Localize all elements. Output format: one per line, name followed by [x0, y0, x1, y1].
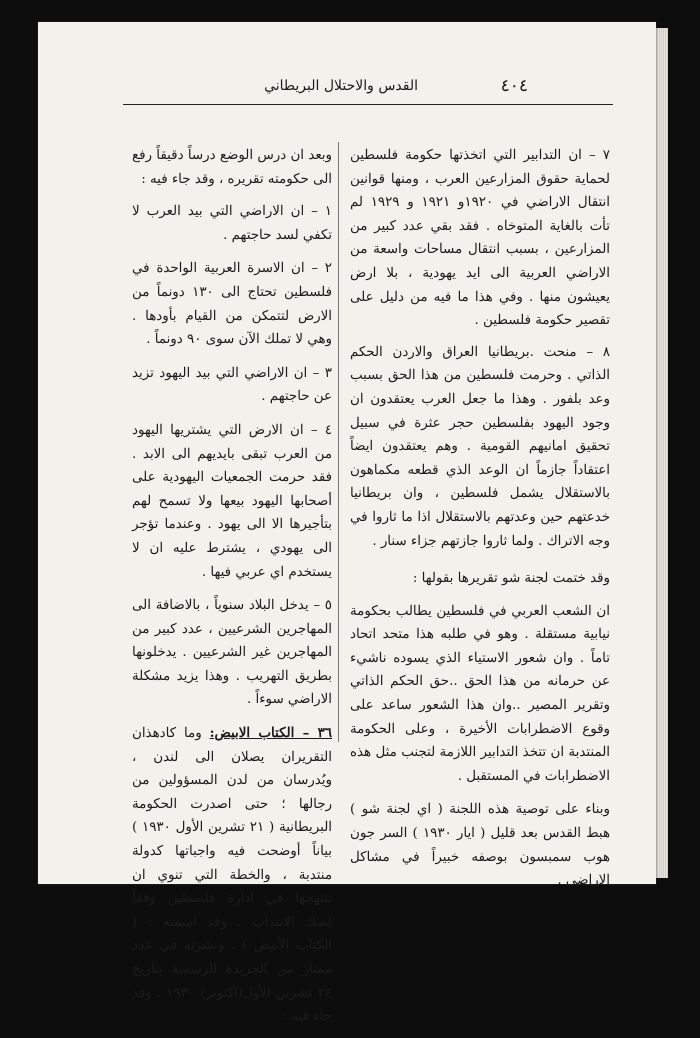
header-rule — [123, 104, 613, 105]
list-item: ٨ – منحت .بريطانيا العراق والاردن الحكم الذاتي . وحرمت فلسطين من هذا الحق بسبب وعد بلفور . وهذا ما جعل العرب يعتقدون ان وجود اليهود بفلسطين حجر عثرة في سبيل تحقيق امانيهم القومية . وهم يعتقدون ايضاً اعتقاداً جازماً ان الوعد الذي قطعه مكماهون بالاستقلال يشمل فلسطين ، وان بريطانيا خدعتهم حين وعدتهم بالاستقلال اذا ما ثاروا في وجه الاتراك . ولما ثاروا جازتهم جزاء سنار . — [350, 344, 610, 549]
intro-paragraph: وبعد ان درس الوضع درساً دقيقاً رفع الى حكومته تقريره ، وقد جاء فيه : — [132, 148, 332, 187]
closing-paragraph: وبناء على توصية هذه اللجنة ( اي لجنة شو ) هبط القدس بعد قليل ( ايار ١٩٣٠ ) السر جون هوب سمبسون بوصفه خبيراً في مشاكل الاراضي . — [350, 802, 610, 889]
summary-paragraph: ان الشعب العربي في فلسطين يطالب بحكومة نيابية مستقلة . وهو في طلبه هذا متحد اتحاد تاماً . وان شعور الاستياء الذي يسوده ناشيء عن حرمانه من هذا الحق ..حق الحكم الذاتي وتقرير المصير ..وان هذا الشعور ساعد على وقوع الاضطرابات الأخيرة ، وعلى الحكومة المنتدبة ان تتخذ التدابير اللازمة لتجنب مثل هذه الاضطرابات في المستقبل . — [350, 603, 610, 784]
list-item: ١ – ان الاراضي التي بيد العرب لا تكفي لسد حاجتهم . — [132, 204, 332, 243]
section-body: وما كادهذان التقريران يصلان الى لندن ، ويُدرسان من لدن المسؤولين من رجالها ؛ حتى اصدرت الحكومة البريطانية ( ٢١ تشرين الأول ١٩٣٠ ) بياناً أوضحت فيه واجباتها كدولة منتدبة ، والخطة التي تنوي ان تنتهجها في ادارة فلسطين وفقاً لصك الانتداب . وقد اسمته : ( الكتاب الأبيض ) . ونشرته في عدد ممتاز من الجريدة الرسمية بتاريخ ٢٤ تشرين الأول(اكتوبر) ١٩٣٠ . وقد جاء فيه : — [132, 726, 333, 1025]
list-item: ٣ – ان الاراضي التي بيد اليهود تزيد عن حاجتهم . — [132, 365, 332, 405]
section-36 — [132, 722, 332, 1029]
page-header — [38, 76, 656, 102]
running-title: القدس والاحتلال البريطاني — [264, 78, 418, 94]
left-column — [132, 144, 332, 1038]
page-edge — [654, 28, 668, 878]
list-item: ٧ – ان التدابير التي اتخذتها حكومة فلسطين لحماية حقوق المزارعين العرب ، ومنها قوانين انتقال الاراضي في ١٩٢٠و ١٩٢١ و ١٩٢٩ لم تأت بالغاية المتوخاه . فقد بقي عدد كبير من المزارعين ، بسبب انتقال مساحات واسعة من الاراضي العربية الى ايد يهودية ، بلا ارض يعيشون منها . وفي هذا ما فيه من دليل على تقصير حكومة فلسطين . — [350, 148, 611, 329]
list-item: ٥ – يدخل البلاد سنوياً ، بالاضافة الى المهاجرين الشرعيين ، عدد كبير من المهاجرين غير الشرعيين . يدخلونها بطريق التهريب . وهذا يزيد مشكلة الاراضي سوءاً . — [132, 598, 332, 708]
list-item: ٢ – ان الاسرة العربية الواحدة في فلسطين تحتاج الى ١٣٠ دونماً من الارض لتتمكن من القيام بأودها . وهي لا تملك الآن سوى ٩٠ دونماً . — [132, 261, 332, 348]
right-column — [350, 144, 610, 902]
summary-intro: وقد ختمت لجنة شو تقريرها بقولها : — [412, 571, 610, 587]
column-divider — [338, 142, 339, 742]
section-heading: ٣٦ – الكتاب الابيض: — [209, 725, 332, 742]
page-number: ٤٠٤ — [500, 76, 528, 96]
book-page — [38, 22, 656, 1025]
list-item: ٤ – ان الارض التي يشتريها اليهود من العرب تبقى بايديهم الى الابد . فقد حرمت الجمعيات اليهودية على أصحابها اليهود بيعها ولا تسمح لهم بتأجيرها الا الى يهود . وعندما تؤجر الى يهودي ، يشترط عليه ان لا يستخدم اي عربي فيها . — [132, 422, 332, 580]
